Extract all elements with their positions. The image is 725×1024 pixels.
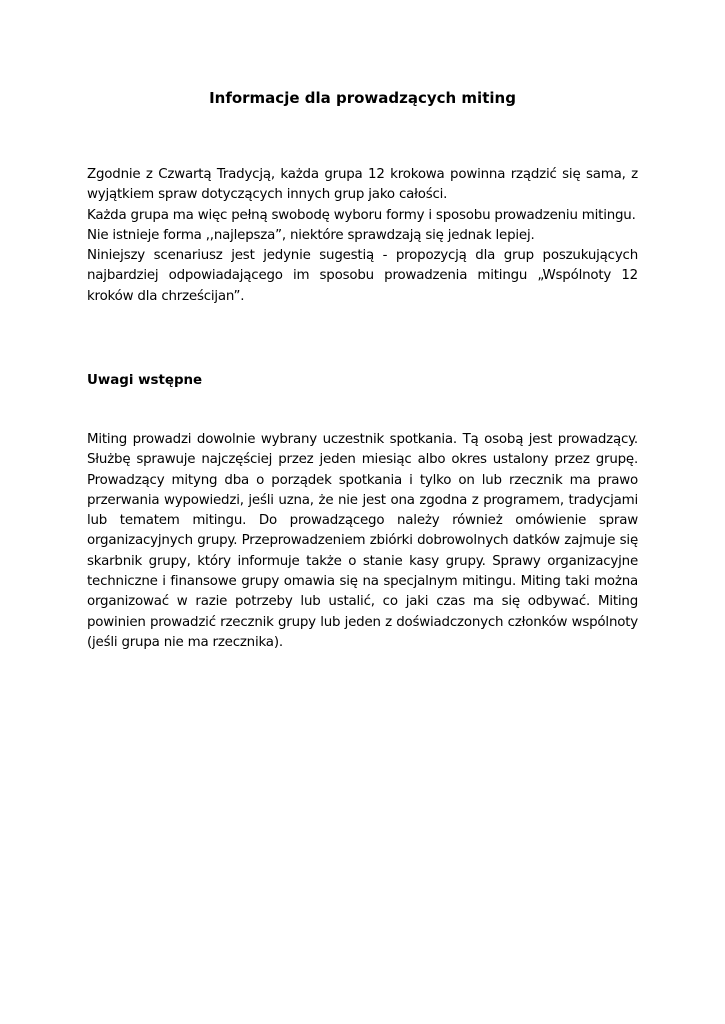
section-heading: Uwagi wstępne <box>87 373 203 388</box>
section-paragraph: Miting prowadzi dowolnie wybrany uczestnik spotkania. Tą osobą jest prowadzący. Służbę sprawuje najczęściej przez jeden miesiąc albo okres ustalony przez grupę. Prowadzący mityng dba o porządek spotkania i tylko on lub rzecznik ma prawo przerwania wypowiedzi, jeśli uzna, że nie jest ona zgodna z programem, tradycjami lub tematem mitingu. Do prowadzącego należy również omówienie spraw organizacyjnych grupy. Przeprowadzeniem zbiórki dobrowolnych datków zajmuje się skarbnik grupy, który informuje także o stanie kasy grupy. Sprawy organizacyjne techniczne i finansowe grupy omawia się na specjalnym mitingu. Miting taki można organizować w razie potrzeby lub ustalić, co jaki czas ma się odbywać. Miting powinien prowadzić rzecznik grupy lub jeden z doświadczonych członków wspólnoty (jeśli grupa nie ma rzecznika). <box>87 432 638 650</box>
section-body <box>87 430 638 653</box>
intro-paragraph-best-form: Nie istnieje forma ,,najlepsza”, niektóre sprawdzają się jednak lepiej. <box>87 227 535 243</box>
intro-paragraph-tradition: Zgodnie z Czwartą Tradycją, każda grupa 12 krokowa powinna rządzić się sama, z wyjątkiem spraw dotyczących innych grup jako całości. <box>87 167 638 203</box>
intro-section <box>87 165 638 307</box>
document-title: Informacje dla prowadzących miting <box>209 89 516 107</box>
intro-paragraph-scenario: Niniejszy scenariusz jest jedynie sugestią - propozycją dla grup poszukujących najbardziej odpowiadającego im sposobu prowadzenia mitingu „Wspólnoty 12 kroków dla chrześcijan”. <box>87 248 638 304</box>
intro-paragraph-freedom: Każda grupa ma więc pełną swobodę wyboru formy i sposobu prowadzeniu mitingu. <box>87 207 636 223</box>
